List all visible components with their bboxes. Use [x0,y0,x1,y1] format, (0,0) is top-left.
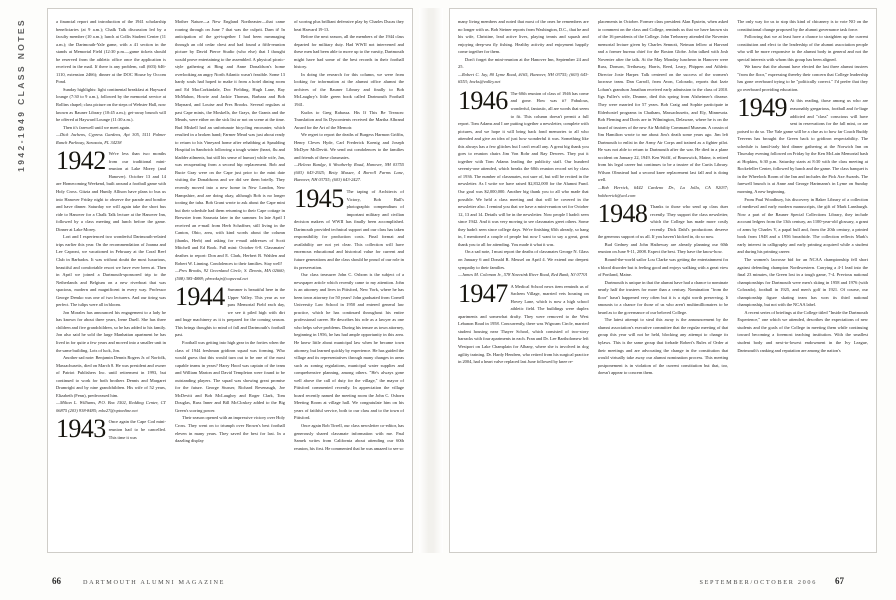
left-col-1 [56,18,166,544]
paragraph: Summer is beautiful here in the Upper Valley. This year as we pass Memorial Field each day, we see it piled high with dirt and huge machinery as it is prepared for the coming season. This brings thoughts to mind of fall and Dartmouth's football past. [175,287,285,338]
right-col-1 [458,18,589,544]
paragraph: From Paul Woodbury, his discovery in Baker Library of a collection of medieval and early modern manuscripts, the gift of Mark Lansburgh. Now a part of the Rauner Special Collections Library, they include account ledgers from the 13th century, an 1100-year-old glossary, a grant of arms by Charles V, a papal bull and, from the 20th century, a printed book from 1948 and a 1956 broadside. The collection reflects Mark's early interest in calligraphy and early printing acquired while a student and during his printing career. [737,196,869,255]
class-secretary-signature: —James M. Coleman Jr., 578 Navesink River Road, Red Bank, NJ 07701 [458,272,588,278]
paragraph: Another sad note: Benjamin Dennis Rogers Jr. of Norfolk, Massachusetts, died on March 8. He was president and owner of Patriot Publishers Inc. until retirement in 1993, but continued to work for both brothers Dennis and Margaret Drumright and by nine grandchildren. His wife of 52 years, Elizabeth (Fenn), predeceased him. [56,355,166,398]
paragraph: many living members and noted that most of the ones he remembers are no longer with us. Bob Steiner reports from Washington, D.C., that he and his wife, Christine, lead active lives, playing tennis and squash and enjoying deep-sea fly fishing. Healthy activity and enjoyment happily come together for them. [458,19,589,55]
paragraph: Before the next season, all the members of the 1944 class departed for military duty. Had WWII not intervened and these men had been able to move up to the varsity, Dartmouth might have had some of the best records in their football history. [294,34,404,70]
year-heading-block [597,199,729,241]
magazine-name: DARTMOUTH ALUMNI MAGAZINE [83,579,226,586]
paragraph: a financial report and introduction of the 1941 scholarship beneficiaries (at 9 a.m.); Chalk Talk discussion led by a faculty member (10 a.m.); lunch at Collis Student Center (11 a.m.); the Dartmouth-Yale game, with a 41 section in the stands at Memorial Field (12:30 p.m.—game tickets should be reserved from the athletic office once the application is received in the mail. If there is any problem, call (603) 646-1110, extension 2466); dinner at the DOC House by Occom Pond. [56,19,166,85]
paragraph: Following that we at least have a chance to straighten up the current constitution and elect to the leadership of the alumni association people who will be more responsive to the alumni body in general and not the special interests with whom this group has been aligned. [737,34,869,62]
year-heading-block [458,85,589,248]
folio-left: 66 [52,576,61,586]
left-page [47,8,413,553]
footer-left [52,576,225,586]
year-heading-block [175,282,285,339]
paragraph: of scoring plus brilliant defensive play by Charles Ducas they beat Harvard 19-13. [294,19,404,32]
paragraph: Then it's farewell until we meet again. [63,124,131,130]
year-heading-block [56,414,166,444]
footer-right [699,576,844,586]
paragraph: Our class treasurer John C. Osborn is the subject of a newspaper article which recently came to my attention. John is an attorney and lives in Pittsford, New York, where he has been town attorney for 50 years! John graduated from Cornell University Law School in 1950 and entered general law practice, which he has continued throughout his entire professional career. He describes his role as a lawyer as one who helps solve problems. During his tenure as town attorney, beginning in 1956, he has had ample opportunity in this area. He knew little about municipal law when he became town attorney, but learned quickly by experience. He has guided the village and its representatives through many changes in areas such as zoning regulations, municipal water supplies and comprehensive planning, among others. "He's always gone well above the call of duty for the village," the mayor of Pittsford commented recently. In appreciation the village board recently named the meeting room the John C. Osborn Meeting Room at village hall. We congratulate him on his years of faithful service, both to our class and to the town of Pittsford. [294,272,404,421]
paragraph: Lori and I experienced two wonderful Dartmouth-related trips earlier this year. On the recommendation of Joanna and Lee Caproni, we vacationed in February at the Coral Reef Club in Barbados. It was without doubt the most luxurious, beautiful and comfortable resort we have ever been at. Then in April we joined a Dartmouth-sponsored trip to the Netherlands and Belgium on a new riverboat that was spacious, modern and magnificent in every way. Professor George Demko was one of two lecturers. And our tiring was perfect. The tulips were all in bloom. [56,234,166,308]
class-secretary-signature: —Robert C. Jay, 80 Lyme Road, #165, Hanover, NH 03755; (603) 643-6553; bocks@valley.net [458,71,589,85]
year-heading: 1945 [294,184,344,214]
class-secretary-signature: —Milton L. Williams, P.O. Box 1502, Redding Center, CT 06875 (203) 938-8485; mlw27@optonline.net [56,400,166,413]
paragraph: Dartmouth is unique in that the alumni have had a chance to nominate nearly half the trustees for more than a century. Nomination "from the floor" hasn't happened very often but it is a right worth preserving. It amounts to a chance for those of us who aren't multimillionaires to be heard as to the governance of our beloved College. [597,279,729,315]
right-col-3 [737,18,868,544]
paragraph: Bud Gedney and John Hatheway are already planning our 60th reunion on June 9-11, 2008. Expect the best. They have the know-how. [597,241,729,255]
paragraph: The latest attempt to steal this away is the announcement by the alumni association's executive committee that the regular meeting of that group this year will not be held, blocking any attempt to change its bylaws. This is the same group that forbade Robert's Rules of Order at their meetings and are advocating the change in the constitution that would virtually take away our alumni nomination process. This meeting postponement is in violation of the current constitution but that, too, doesn't appear to concern them. [597,317,729,376]
paragraph: Mother Nature—a New England Northeaster—that came roaring through on June 7 that was the culprit. Darn it! In anticipation of the get-together I had been rummaging through an old cedar chest and had found a fifth-reunion picture by David Pierce Studio (who else) that I thought would prove entertaining to the assembled. A physical picnic-style gathering at Bing and Anne Donaldson's home overlooking an angry North Atlantic wasn't feasible. Some 13 hardy souls had hoped to make it from a hotel dining room and Ed MacCorkindale, Doc Fielding, Hugh Lane, Ray McMahon, Howie and Jackie Thomas, Barbara and Bob Maynard, and Louise and Pres Brooks. Several regulars at past Cape minis, the Moskells, the Grays, the Grants and the Meads, were either on the sick list or not on scene at the time. Bud Miskell had an unfortunate bicycling encounter, which resulted in a broken hand; Farmer Mead was just about ready to return to his Vineyard home after rehabbing at Spaulding Hospital in Sandwich following a tough winter (heart, flu and bladder ailments, but still his sense of humor) while wife, Jan, was recuperating from a second hip replacement. Bob and Bucie Gray were on the Cape just prior to the mini date visiting the Donaldsons and we did see them briefly. They recently moved into a new home in New London, New Hampshire, and are doing okay, although Bob is no longer tooting the tuba. Bob Grant wrote to ask about the Cape mini but their schedule had them returning to their Cape cottage in Brewster from Sarasota later in the summer. In late April I received an e-mail from Herb Schaffner, still living in the Canton, Ohio, area, with kind words about the column (thanks, Herb) and asking for e-mail addresses of Scott Mitchell and Ed Book. Fall mini: October 6-8. Classmates' deathes to report: Don and E. Clark, Herbert B. Wahlen and Robert W. Linning. Condolences to their families. Stay well! [175,19,285,266]
paragraph: Don't forget the mini-reunion at the Hanover Inn, September 24 and 25. [458,56,589,70]
paragraph: Jon Morales has announced his engagement to a lady he has known for about three years, Irene Duell. She has three children and five grandchildren, so he has added to his family. Jon also said he sold the large Manhattan apartment he has lived in for quite a few years and moved into a smaller unit in the same building. Lots of luck, Jon. [56,309,166,353]
year-heading: 1944 [175,282,225,312]
paragraph: placements in October. Former class president Alan Epstein, when asked to comment on the class and College, reminds us that we have known six of the 16 presidents of the College. John Trehearey attended the Noventer memorial lecture given by Charles Sennott, Neiman fellow at Harvard and a former bureau chief for the Boston Globe. John talked with Josh Noventer after the talk. At the May Monday luncheon in Hanover were Russ, Donson, Trethaway, Harris, Reed, Leary, Phippen and Athletic Director Josie Harper. Talk centered on the success of the women's lacrosse team. Dan Carroll, from Avon, Colorado, reports that Izzie Lohan's grandson Jonathan received early admission to the class of 2010. Jigs Fuller's wife, Deanne, died this spring from Alzheimer's disease. They were married for 57 years. Bob Craig and Sophie participate in Elderhostel programs in Chatham, Massachusetts, and Ely, Minnesota. Bob Fleming and Doris are in Wilmington, Delaware, where he is on the board of trustees of the new Air Mobility Command Museum. A cousin of Jim Hamilton wrote to me about Jim's death some years ago. Jim left Dartmouth to enlist in the Army Air Corps and trained as a fighter pilot. He was not able to return to Dartmouth after the war. He died in a plane accident on January 22, 1949. Ken Wolff, of Brunswick, Maine, is retired from his legal career but continues to be a trustee of the Curtis Library. Wilson Olmstead had a second knee replacement last fall and is doing well. [597,19,729,183]
year-heading: 1949 [737,93,787,123]
class-secretary-signature: —Bob Herrick, 6442 Cardeno Dr., La Jolla, CA 92037; bobherrick@aol.com [597,185,729,198]
paragraph: On a sad note, I must report the deaths of classmates George N. Glass on January 6 and Donald R. Meusel on April 4. We extend our deepest sympathy to their families. [458,249,589,270]
year-heading-block [737,93,869,195]
paragraph: The women's lacrosse bid for an NCAA championship fell short against defending champion Northwestern. Carrying a 4-1 lead into the final 23 minutes, the Green lost in a tough game, 7-4. Previous national championships for Dartmouth were men's skiing in 1958 and 1976 (with Colorado), football in 1925, and men's golf in 1921. Of course, our championship figure skating team has won its third national championship, but not with the NCAA label. [737,256,869,308]
right-page [449,8,877,553]
year-heading: 1948 [597,199,648,229]
class-secretary-signature: —Dick Jachens, Cypress Gardens, Apt 305, 5111 Palmer Ranch Parkway, Sarasota, FL 34238 [56,132,166,145]
paragraph: A Medical School news item reminds us of Sachem Village, married vets housing on Hovey Lane, which is now a high school athletic field. The buildings were duplex apartments and somewhat drafty. They were removed to the West Lebanon Road in 1958. Concurrently, there was Wigwam Circle, married student housing near Thayer School, which consisted of two-story barracks with four apartments in each. Fran and Dr. Lee Bartholomew left Westport on Lake Champlain for Albany, where she is involved in dog agility training. Dr. Hardy Hendren, who retired from his surgical practice in 2004, had a heart valve replaced last June followed by knee re- [458,283,589,365]
paragraph: In doing the research for this column, we were from looking for information at the alumni office alumni the archives of the Rauner Library and finally to Bob McLaughry's little green book called Dartmouth Football 1941. [294,71,404,108]
paragraph: The only way for us to stop this kind of chicanery is to vote NO on the constitutional change proposed by the alumni governance task force. [737,19,869,32]
paragraph: We're less than two months from our traditional mini-reunion at Lake Morey (and Hanover). October 13 and 14 are Homecoming Weekend, built around a football game with Holy Cross. Gitzia and Huntly Allison have plans to bus us into Hanover Friday night to observe the parade and bonfire and have dinner. Saturday we will again take the short bus ride to Hanover for a Chalk Talk lecture at the Hanover Inn, followed by a class meeting and lunch before the game. Dinner at Lake Morey. [56,151,166,232]
year-heading-block [56,146,166,233]
paragraph: Once again the Cape Cod mini-reunion had to be cancelled. This time it was [108,419,166,440]
paragraph: Kudos to Greg Rabassa. His If This Be Treason: Translation and Its Dyscontents received the Martha Albrand Award for the Art of the Memoir. [294,109,404,130]
running-head [4,18,38,228]
paragraph: At this reading, those among us who are reasonably gregarious, football and fo-liage addicted and "class" conscious will have sent in reservations for the fall mini, or are poised to do so. The Yale game will be a clue as to how far Coach Buddy Teevens has brought the Green back to gridiron respectability. The schedule is famil-iarly bird dinner gathering at the Norwich Inn on Thursday evening followed on Friday by the Ken McLain Memorial bash at Hopkins, 6:30 p.m. Saturday starts at 8:30 with the class meeting at Rockefeller Center, followed by lunch and the game. The class banquet is in the Wheelock Room of the Inn and includes the Pick Axe Awards. The farewell brunch is at Anne and George Hartmann's in Lyme on Sunday morning. A new beginning. [737,98,869,195]
year-heading-block [458,278,589,366]
paragraph: The taping of Architects of Victory, Bob Bull's photographic compendium of important military and civilian decision makers of WWII has finally been accomplished. Dartmouth provided technical support and our class has taken responsibility for production costs. Final format and availability are not yet clear. This collection will have enormous educational and historical value for current and future generations and the class should be proud of our role in its preservation. [294,189,404,270]
right-col-2 [598,18,729,544]
right-page-columns [458,18,868,544]
left-col-2 [175,18,285,544]
class-secretary-signature: —Helena Burdge, 6 Weatherby Road, Hanover, NH 03755 (603) 643-2925; Betty Musser, 4 Borrell Farms Lane, Hanover, NH 03755; (603) 643-2427. [294,162,404,183]
year-heading: 1947 [458,278,508,308]
paragraph: The 60th reunion of class of 1946 has come and gone. How was it? Fabulous, wonderful, fantastic, all are words that seem to fit. This column doesn't permit a full report. Tom Adams and I are putting together a newsletter, complete with pictures, and we hope it will bring back fond memories to all who attended and give an idea of just how wonderful it was. Something like this always has a few glitches but I can't recall any. A great big thank you goes to reunion chairs Jim Von Rohr and Ray Dewees. They put it together with Tom Adams leading the publicity staff. Our hundred seventy-one attended, which breaks the 60th reunion record set by class of 1936. The number of classmates, not sure of, but will be recited in the newsletter. As I write we have raised $2,832,000 for the Alumni Fund. Our goal was $2,000,000. Another big thank you to all who made that possible. We held a class meeting and that will be covered in the newsletter also. I remind you that we have a mini-reunion set for October 12, 13 and 14. Details will be in the newsletter. Now people I hadn't seen since 1942. And it was very moving to see classmates greet others. Some they hadn't seen since college days. We're finishing 65th already, so hang in, I mentioned a couple of people but now I want to say a great, great thank you to all for attending. You made it what it was. [458,90,589,247]
paragraph: Their season opened with an impressive victory over Holy Cross. They went on to triumph over Brown's best football eleven in many years. They saved the best for last. In a dazzling display [175,415,285,444]
paragraph: Round-the-world sailor Lou Clarke was getting the entertainment for a blood disorder but is feeling good and enjoys walking with a great view of Portland, Maine. [597,256,729,278]
paragraph: A recent series of briefings at the College titled "Inside the Dartmouth Experience," one which we attended, describes the expectations of new students and the goals of the College in meeting them while continuing toward becoming a foremost teaching institution. With the smallest student body and next-to-lowest endowment in the Ivy League, Dartmouth's ranking and reputation are among the nation's [737,309,869,353]
year-heading: 1942 [56,146,106,176]
paragraph: Football was getting into high gear in the forties when the class of 1944 freshman gridiron squad was forming. Who would guess that this would turn out to be one of the most capable teams in years? Harry Hood was captain of the team and William Marion and David Templeton were found to be outstanding players. The squad was showing great promise for the future. George Stusser, Richard Revenaugh, Joe McDevitt and Bob McLaughry and Roger Clark, Tom Douglas, Russ Inner and Bill McCloskey added to the Big Green's scoring power. [175,339,285,413]
year-heading-block [294,184,404,271]
paragraph: Thanks to those who send up class dues recently. They support the class newsletter, which the College has made more costly recently. Dick Dahl's productions deserve the generous support of us all. If you haven't kicked in, do so now. [597,204,729,240]
paragraph: We regret to report the deaths of Burgess Harmon Griffin, Henry Cleves Hyde, Carl Frederick Koenig and Joseph McDyer McDevitt. We send out condolences to the families and friends of these classmates. [294,132,404,160]
issue-date: SEPTEMBER/OCTOBER 2006 [699,579,817,586]
left-page-columns [56,18,404,544]
folio-right: 67 [835,576,844,586]
left-col-3 [294,18,404,544]
class-secretary-signature: —Pres Brooks, 92 Greenland Circle, S. Dennis, MA 02660; (508) 385-4888; pbrooksjr@capecod.net [175,268,285,281]
page-spine [419,8,443,553]
running-head-label: 1942-1949 CLASS NOTES [16,18,26,172]
paragraph: Once again Bob Tirrell, our class newsletter co-editor, has generously shared classmate information with me. Paul Samek writes from California about attending our 60th reunion, his first. He commented that he was amazed to see so [294,422,404,451]
paragraph: Sunday highlights: light continental breakfast at Hayward lounge (7:30 to 9 a.m.), followed by the memorial service at Rollins chapel; class picture on the steps of Webster Hall, now known as Rauner Library (10:45 a.m.); get-away brunch will be offered at Hayward Lounge (11:30 a.m.). [56,86,166,123]
year-heading: 1943 [56,414,106,444]
paragraph: We know that the alumni have elected the last three alumni trustees "from the floor," expressing thereby their concern that College leadership has gone overboard trying to be "politically correct." I'd prefer that they go overboard providing education. [737,64,869,92]
year-heading: 1946 [458,85,508,115]
